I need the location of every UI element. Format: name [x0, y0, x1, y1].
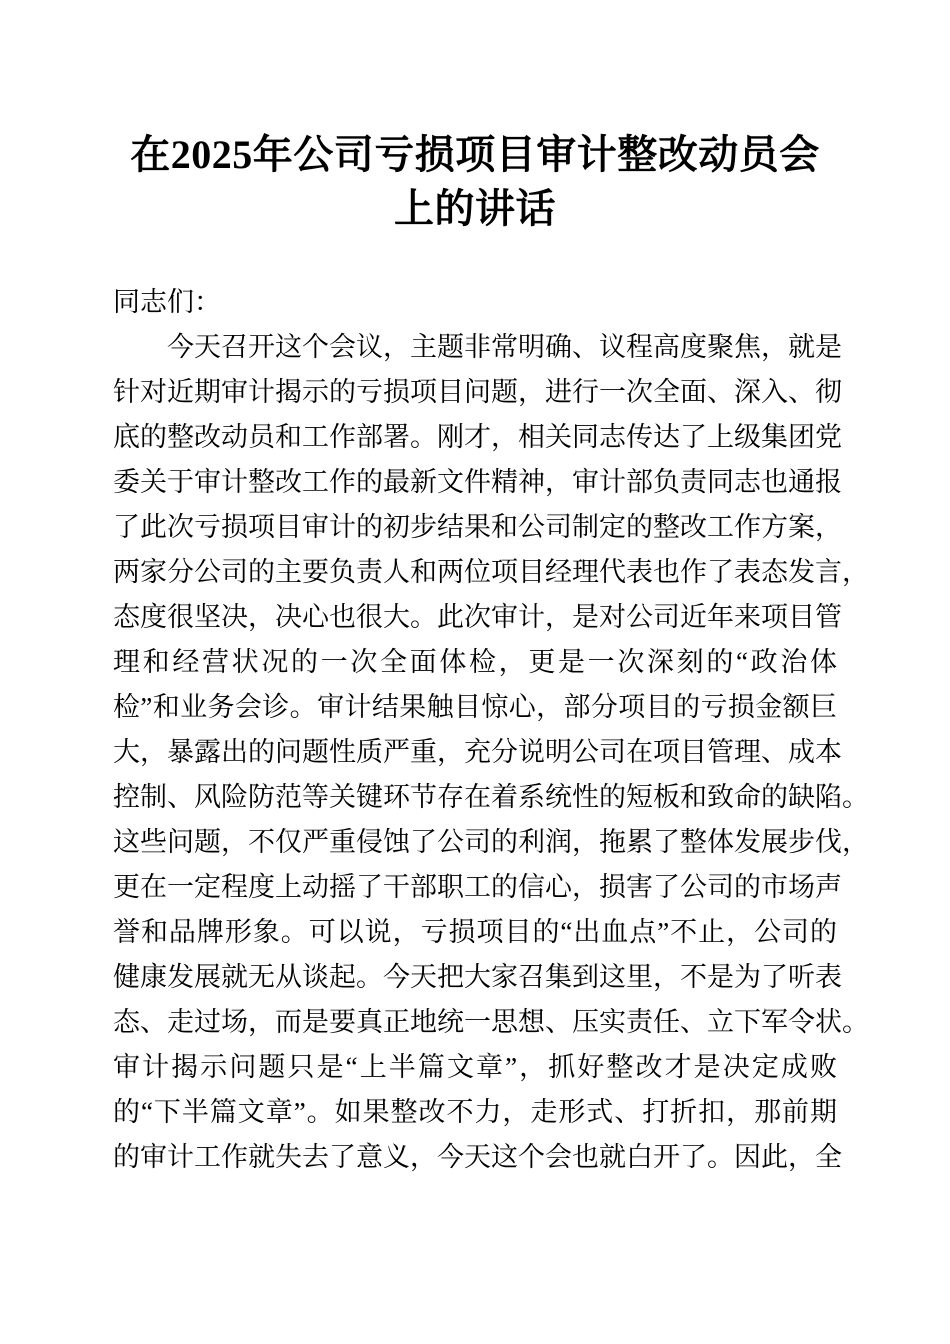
body-paragraph [113, 325, 869, 1180]
text-line: 今天召开这个会议，主题非常明确、议程高度聚焦，就是 [167, 332, 842, 362]
text-line: 两家分公司的主要负责人和两位项目经理代表也作了表态发言， [113, 557, 869, 587]
text-line: 态、走过场，而是要真正地统一思想、压实责任、立下军令状。 [113, 1007, 869, 1037]
salutation-line: 同志们： [113, 287, 221, 317]
text-line: 了此次亏损项目审计的初步结果和公司制定的整改工作方案， [113, 512, 842, 542]
page-content [113, 0, 869, 1180]
text-line: 更在一定程度上动摇了干部职工的信心，损害了公司的市场声 [113, 872, 842, 902]
text-line: 底的整改动员和工作部署。刚才，相关同志传达了上级集团党 [113, 422, 842, 452]
text-line: 大，暴露出的问题性质严重，充分说明公司在项目管理、成本 [113, 737, 842, 767]
text-line: 控制、风险防范等关键环节存在着系统性的短板和致命的缺陷。 [113, 782, 869, 812]
text-line: 委关于审计整改工作的最新文件精神，审计部负责同志也通报 [113, 467, 842, 497]
text-line: 健康发展就无从谈起。今天把大家召集到这里，不是为了听表 [113, 962, 842, 992]
text-line: 检”和业务会诊。审计结果触目惊心，部分项目的亏损金额巨 [113, 692, 837, 722]
text-line: 誉和品牌形象。可以说，亏损项目的“出血点”不止，公司的 [113, 917, 837, 947]
text-line: 态度很坚决，决心也很大。此次审计，是对公司近年来项目管 [113, 602, 842, 632]
document-title: 在2025年公司亏损项目审计整改动员会上的讲话 [130, 132, 820, 231]
text-line: 审计揭示问题只是“上半篇文章”，抓好整改才是决定成败 [113, 1052, 837, 1082]
text-line: 理和经营状况的一次全面体检，更是一次深刻的“政治体 [113, 647, 837, 677]
text-line: 针对近期审计揭示的亏损项目问题，进行一次全面、深入、彻 [113, 377, 842, 407]
text-line: 的“下半篇文章”。如果整改不力，走形式、打折扣，那前期 [113, 1097, 837, 1127]
text-line: 的审计工作就失去了意义，今天这个会也就白开了。因此，全 [113, 1142, 842, 1172]
text-line: 这些问题，不仅严重侵蚀了公司的利润，拖累了整体发展步伐， [113, 827, 869, 857]
